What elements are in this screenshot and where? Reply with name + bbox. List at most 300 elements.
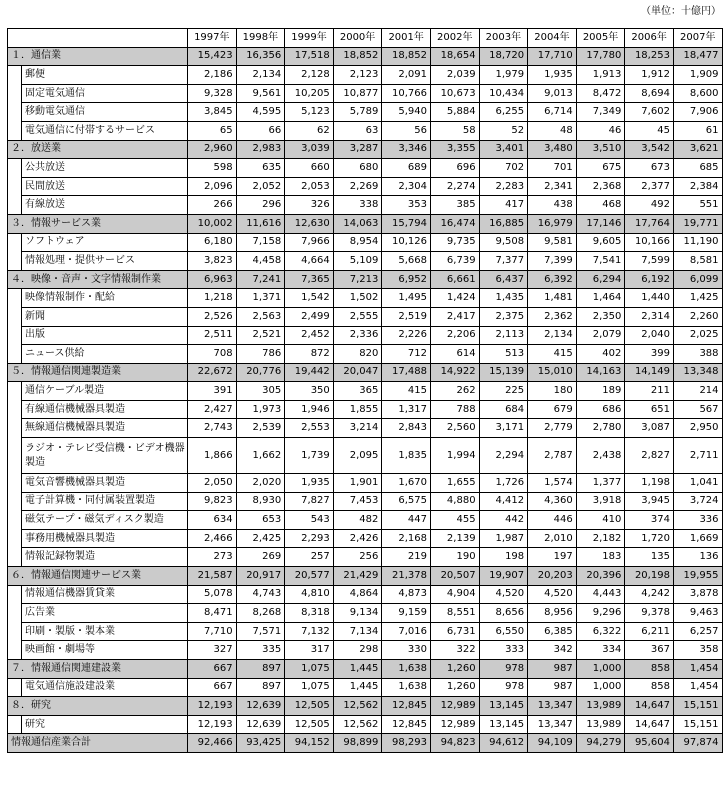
section-value: 20,047: [333, 363, 382, 382]
cell-value: 1,935: [285, 474, 334, 493]
row-label: 磁気テープ・磁気ディスク製造: [22, 511, 188, 530]
cell-value: 8,472: [576, 84, 625, 103]
cell-value: 673: [625, 159, 674, 178]
cell-value: 1,979: [479, 66, 528, 85]
section-value: 18,477: [673, 47, 722, 66]
table-row: [8, 233, 723, 252]
cell-value: 1,495: [382, 289, 431, 308]
cell-value: 262: [430, 382, 479, 401]
header-corner: [8, 29, 188, 48]
cell-value: 1,317: [382, 400, 431, 419]
section-value: 6,952: [382, 270, 431, 289]
cell-value: 1,371: [236, 289, 285, 308]
cell-value: 4,458: [236, 252, 285, 271]
cell-value: 13,989: [576, 715, 625, 734]
cell-value: 365: [333, 382, 382, 401]
section-value: 2,960: [188, 140, 237, 159]
section-value: 20,203: [528, 567, 577, 586]
cell-value: 7,132: [285, 622, 334, 641]
cell-value: 492: [625, 196, 674, 215]
table-row: [8, 474, 723, 493]
section-value: 3,480: [528, 140, 577, 159]
section-value: 20,396: [576, 567, 625, 586]
section-value: 22,672: [188, 363, 237, 382]
cell-value: 686: [576, 400, 625, 419]
table-row: [8, 511, 723, 530]
section-label: ６．情報通信関連サービス業: [8, 567, 188, 586]
cell-value: 447: [382, 511, 431, 530]
section-value: 2,983: [236, 140, 285, 159]
cell-value: 2,182: [576, 529, 625, 548]
table-row: [8, 103, 723, 122]
indent-gutter: [8, 289, 22, 363]
year-header: 1999年: [285, 29, 334, 48]
cell-value: 374: [625, 511, 674, 530]
cell-value: 2,521: [236, 326, 285, 345]
cell-value: 391: [188, 382, 237, 401]
section-value: 6,099: [673, 270, 722, 289]
section-row: [8, 567, 723, 586]
section-row: [8, 660, 723, 679]
cell-value: 8,954: [333, 233, 382, 252]
section-value: 14,163: [576, 363, 625, 382]
cell-value: 2,079: [576, 326, 625, 345]
cell-value: 667: [188, 678, 237, 697]
cell-value: 135: [625, 548, 674, 567]
section-value: 7,241: [236, 270, 285, 289]
cell-value: 9,581: [528, 233, 577, 252]
table-row: [8, 252, 723, 271]
cell-value: 9,508: [479, 233, 528, 252]
section-value: 10,002: [188, 214, 237, 233]
cell-value: 2,260: [673, 307, 722, 326]
cell-value: 2,168: [382, 529, 431, 548]
cell-value: 415: [528, 345, 577, 364]
table-row: [8, 382, 723, 401]
cell-value: 12,193: [188, 715, 237, 734]
cell-value: 180: [528, 382, 577, 401]
cell-value: 2,040: [625, 326, 674, 345]
cell-value: 190: [430, 548, 479, 567]
header-row: [8, 29, 723, 48]
section-label: ８．研究: [8, 697, 188, 716]
cell-value: 1,574: [528, 474, 577, 493]
section-value: 14,149: [625, 363, 674, 382]
cell-value: 2,375: [479, 307, 528, 326]
section-row: [8, 697, 723, 716]
cell-value: 3,171: [479, 419, 528, 438]
section-value: 17,146: [576, 214, 625, 233]
cell-value: 513: [479, 345, 528, 364]
cell-value: 367: [625, 641, 674, 660]
cell-value: 256: [333, 548, 382, 567]
row-label: 通信ケーブル製造: [22, 382, 188, 401]
cell-value: 3,878: [673, 585, 722, 604]
cell-value: 211: [625, 382, 674, 401]
cell-value: 1,670: [382, 474, 431, 493]
cell-value: 1,855: [333, 400, 382, 419]
section-value: 13,989: [576, 697, 625, 716]
section-value: 978: [479, 660, 528, 679]
section-value: 1,260: [430, 660, 479, 679]
cell-value: 4,360: [528, 492, 577, 511]
cell-value: 1,655: [430, 474, 479, 493]
cell-value: 1,424: [430, 289, 479, 308]
table-row: [8, 159, 723, 178]
row-label: 有線放送: [22, 196, 188, 215]
cell-value: 8,581: [673, 252, 722, 271]
cell-value: 298: [333, 641, 382, 660]
section-value: 3,621: [673, 140, 722, 159]
cell-value: 273: [188, 548, 237, 567]
cell-value: 8,656: [479, 604, 528, 623]
table-row: [8, 307, 723, 326]
section-value: 1,638: [382, 660, 431, 679]
section-value: 21,587: [188, 567, 237, 586]
cell-value: 2,384: [673, 177, 722, 196]
cell-value: 338: [333, 196, 382, 215]
cell-value: 4,412: [479, 492, 528, 511]
cell-value: 2,123: [333, 66, 382, 85]
row-label: 無線通信機械器具製造: [22, 419, 188, 438]
cell-value: 651: [625, 400, 674, 419]
section-value: 17,780: [576, 47, 625, 66]
section-value: 17,764: [625, 214, 674, 233]
cell-value: 6,255: [479, 103, 528, 122]
cell-value: 269: [236, 548, 285, 567]
row-label: 電子計算機・同付属装置製造: [22, 492, 188, 511]
indent-gutter: [8, 159, 22, 215]
section-value: 18,654: [430, 47, 479, 66]
section-value: 12,505: [285, 697, 334, 716]
total-row: [8, 734, 723, 753]
section-value: 1,445: [333, 660, 382, 679]
row-label: 電気通信施設建設業: [22, 678, 188, 697]
total-value: 94,152: [285, 734, 334, 753]
section-value: 12,639: [236, 697, 285, 716]
cell-value: 1,445: [333, 678, 382, 697]
section-value: 3,287: [333, 140, 382, 159]
section-value: 3,346: [382, 140, 431, 159]
row-label: 固定電気通信: [22, 84, 188, 103]
section-value: 12,193: [188, 697, 237, 716]
cell-value: 712: [382, 345, 431, 364]
cell-value: 987: [528, 678, 577, 697]
row-label: 情報通信機器賃貸業: [22, 585, 188, 604]
cell-value: 1,218: [188, 289, 237, 308]
section-label: ７．情報通信関連建設業: [8, 660, 188, 679]
cell-value: 679: [528, 400, 577, 419]
cell-value: 567: [673, 400, 722, 419]
cell-value: 7,016: [382, 622, 431, 641]
cell-value: 696: [430, 159, 479, 178]
unit-label: （単位：十億円）: [641, 6, 721, 17]
cell-value: 385: [430, 196, 479, 215]
table-row: [8, 604, 723, 623]
cell-value: 701: [528, 159, 577, 178]
cell-value: 9,823: [188, 492, 237, 511]
section-value: 6,661: [430, 270, 479, 289]
cell-value: 2,452: [285, 326, 334, 345]
cell-value: 2,134: [236, 66, 285, 85]
section-value: 15,010: [528, 363, 577, 382]
row-label: 研究: [22, 715, 188, 734]
cell-value: 10,673: [430, 84, 479, 103]
section-value: 3,039: [285, 140, 334, 159]
cell-value: 417: [479, 196, 528, 215]
year-header: 2007年: [673, 29, 722, 48]
row-label: 有線通信機械器具製造: [22, 400, 188, 419]
year-header: 2005年: [576, 29, 625, 48]
cell-value: 2,294: [479, 438, 528, 474]
cell-value: 598: [188, 159, 237, 178]
cell-value: 689: [382, 159, 431, 178]
cell-value: 1,542: [285, 289, 334, 308]
section-row: [8, 270, 723, 289]
table-row: [8, 622, 723, 641]
cell-value: 1,720: [625, 529, 674, 548]
section-value: 17,710: [528, 47, 577, 66]
cell-value: 4,520: [479, 585, 528, 604]
section-value: 3,355: [430, 140, 479, 159]
section-value: 15,139: [479, 363, 528, 382]
cell-value: 2,555: [333, 307, 382, 326]
cell-value: 685: [673, 159, 722, 178]
cell-value: 1,454: [673, 678, 722, 697]
cell-value: 551: [673, 196, 722, 215]
section-value: 20,776: [236, 363, 285, 382]
row-label: ラジオ・テレビ受信機・ビデオ機器製造: [22, 438, 188, 474]
cell-value: 333: [479, 641, 528, 660]
cell-value: 12,505: [285, 715, 334, 734]
row-label: 新聞: [22, 307, 188, 326]
cell-value: 5,109: [333, 252, 382, 271]
cell-value: 9,328: [188, 84, 237, 103]
cell-value: 2,377: [625, 177, 674, 196]
cell-value: 1,935: [528, 66, 577, 85]
cell-value: 8,471: [188, 604, 237, 623]
cell-value: 2,787: [528, 438, 577, 474]
cell-value: 9,561: [236, 84, 285, 103]
cell-value: 4,242: [625, 585, 674, 604]
cell-value: 13,145: [479, 715, 528, 734]
indent-gutter: [8, 585, 22, 659]
cell-value: 56: [382, 121, 431, 140]
cell-value: 2,096: [188, 177, 237, 196]
table-row: [8, 326, 723, 345]
row-label: 郵便: [22, 66, 188, 85]
cell-value: 6,575: [382, 492, 431, 511]
cell-value: 820: [333, 345, 382, 364]
cell-value: 2,053: [285, 177, 334, 196]
year-header: 1997年: [188, 29, 237, 48]
total-value: 98,293: [382, 734, 431, 753]
cell-value: 2,010: [528, 529, 577, 548]
cell-value: 12,845: [382, 715, 431, 734]
cell-value: 2,519: [382, 307, 431, 326]
section-value: 13,348: [673, 363, 722, 382]
cell-value: 446: [528, 511, 577, 530]
row-label: 情報記録物製造: [22, 548, 188, 567]
year-header: 2006年: [625, 29, 674, 48]
cell-value: 2,293: [285, 529, 334, 548]
cell-value: 8,268: [236, 604, 285, 623]
cell-value: 296: [236, 196, 285, 215]
cell-value: 9,013: [528, 84, 577, 103]
section-label: ４．映像・音声・文字情報制作業: [8, 270, 188, 289]
cell-value: 1,260: [430, 678, 479, 697]
section-value: 19,442: [285, 363, 334, 382]
cell-value: 317: [285, 641, 334, 660]
year-header: 2000年: [333, 29, 382, 48]
cell-value: 872: [285, 345, 334, 364]
section-value: 16,979: [528, 214, 577, 233]
cell-value: 197: [528, 548, 577, 567]
row-label: 移動電気通信: [22, 103, 188, 122]
year-header: 2001年: [382, 29, 431, 48]
section-value: 12,845: [382, 697, 431, 716]
cell-value: 66: [236, 121, 285, 140]
indent-gutter: [8, 678, 22, 697]
cell-value: 3,945: [625, 492, 674, 511]
section-value: 18,852: [382, 47, 431, 66]
cell-value: 15,151: [673, 715, 722, 734]
cell-value: 3,724: [673, 492, 722, 511]
cell-value: 2,274: [430, 177, 479, 196]
cell-value: 2,711: [673, 438, 722, 474]
section-value: 20,917: [236, 567, 285, 586]
cell-value: 2,314: [625, 307, 674, 326]
cell-value: 6,714: [528, 103, 577, 122]
cell-value: 2,134: [528, 326, 577, 345]
cell-value: 7,710: [188, 622, 237, 641]
section-value: 6,392: [528, 270, 577, 289]
cell-value: 7,453: [333, 492, 382, 511]
cell-value: 7,571: [236, 622, 285, 641]
indent-gutter: [8, 382, 22, 567]
cell-value: 1,901: [333, 474, 382, 493]
cell-value: 11,190: [673, 233, 722, 252]
cell-value: 6,180: [188, 233, 237, 252]
cell-value: 1,481: [528, 289, 577, 308]
cell-value: 2,950: [673, 419, 722, 438]
total-value: 92,466: [188, 734, 237, 753]
cell-value: 978: [479, 678, 528, 697]
cell-value: 1,835: [382, 438, 431, 474]
cell-value: 8,318: [285, 604, 334, 623]
cell-value: 9,159: [382, 604, 431, 623]
cell-value: 305: [236, 382, 285, 401]
row-label: 出版: [22, 326, 188, 345]
cell-value: 2,553: [285, 419, 334, 438]
cell-value: 1,377: [576, 474, 625, 493]
section-value: 12,630: [285, 214, 334, 233]
cell-value: 10,877: [333, 84, 382, 103]
table-row: [8, 548, 723, 567]
cell-value: 1,464: [576, 289, 625, 308]
total-value: 97,874: [673, 734, 722, 753]
row-label: 電気音響機械器具製造: [22, 474, 188, 493]
table-row: [8, 84, 723, 103]
cell-value: 2,780: [576, 419, 625, 438]
cell-value: 1,440: [625, 289, 674, 308]
section-value: 17,488: [382, 363, 431, 382]
cell-value: 4,864: [333, 585, 382, 604]
cell-value: 4,595: [236, 103, 285, 122]
cell-value: 2,827: [625, 438, 674, 474]
cell-value: 4,664: [285, 252, 334, 271]
cell-value: 2,128: [285, 66, 334, 85]
table-row: [8, 289, 723, 308]
row-label: 映像情報制作・配給: [22, 289, 188, 308]
section-label: ５．情報通信関連製造業: [8, 363, 188, 382]
cell-value: 4,520: [528, 585, 577, 604]
total-label: 情報通信産業合計: [8, 734, 188, 753]
cell-value: 3,823: [188, 252, 237, 271]
cell-value: 219: [382, 548, 431, 567]
cell-value: 634: [188, 511, 237, 530]
section-value: 16,474: [430, 214, 479, 233]
cell-value: 2,091: [382, 66, 431, 85]
cell-value: 10,766: [382, 84, 431, 103]
section-label: ３．情報サービス業: [8, 214, 188, 233]
row-label: ニュース供給: [22, 345, 188, 364]
cell-value: 12,639: [236, 715, 285, 734]
cell-value: 2,113: [479, 326, 528, 345]
table-row: [8, 678, 723, 697]
cell-value: 468: [576, 196, 625, 215]
cell-value: 2,539: [236, 419, 285, 438]
cell-value: 7,599: [625, 252, 674, 271]
cell-value: 10,434: [479, 84, 528, 103]
cell-value: 14,647: [625, 715, 674, 734]
row-label: 情報処理・提供サービス: [22, 252, 188, 271]
cell-value: 786: [236, 345, 285, 364]
section-value: 18,852: [333, 47, 382, 66]
cell-value: 7,906: [673, 103, 722, 122]
cell-value: 10,166: [625, 233, 674, 252]
cell-value: 2,427: [188, 400, 237, 419]
row-label: 映画館・劇場等: [22, 641, 188, 660]
cell-value: 6,211: [625, 622, 674, 641]
cell-value: 183: [576, 548, 625, 567]
section-value: 17,518: [285, 47, 334, 66]
cell-value: 6,322: [576, 622, 625, 641]
table-row: [8, 492, 723, 511]
cell-value: 2,511: [188, 326, 237, 345]
cell-value: 410: [576, 511, 625, 530]
cell-value: 2,139: [430, 529, 479, 548]
table-row: [8, 66, 723, 85]
section-value: 12,989: [430, 697, 479, 716]
section-value: 987: [528, 660, 577, 679]
cell-value: 6,550: [479, 622, 528, 641]
section-value: 858: [625, 660, 674, 679]
cell-value: 1,973: [236, 400, 285, 419]
cell-value: 6,731: [430, 622, 479, 641]
cell-value: 322: [430, 641, 479, 660]
section-value: 15,151: [673, 697, 722, 716]
cell-value: 675: [576, 159, 625, 178]
section-row: [8, 140, 723, 159]
section-value: 14,922: [430, 363, 479, 382]
cell-value: 326: [285, 196, 334, 215]
section-value: 21,429: [333, 567, 382, 586]
cell-value: 455: [430, 511, 479, 530]
section-value: 15,423: [188, 47, 237, 66]
cell-value: 2,052: [236, 177, 285, 196]
cell-value: 350: [285, 382, 334, 401]
